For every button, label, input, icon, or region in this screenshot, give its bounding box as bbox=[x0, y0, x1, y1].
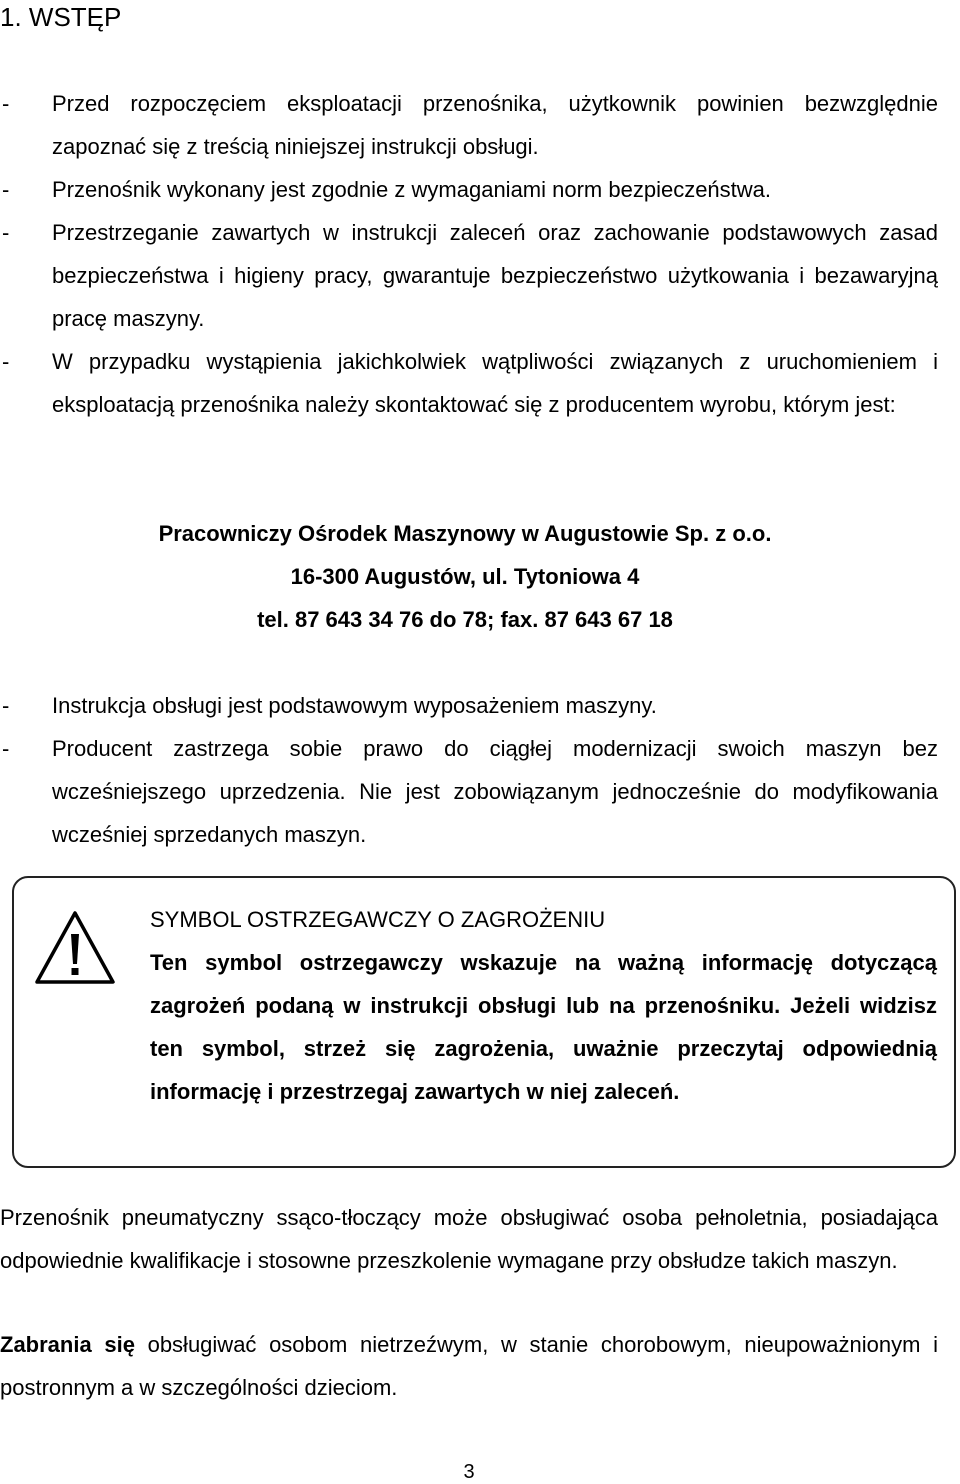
prohibition-bold: Zabrania się bbox=[0, 1332, 135, 1357]
warning-triangle-icon bbox=[34, 910, 116, 986]
producer-address: 16-300 Augustów, ul. Tytoniowa 4 bbox=[290, 564, 640, 589]
producer-contact: tel. 87 643 34 76 do 78; fax. 87 643 67 18 bbox=[257, 607, 673, 632]
bullet-dash: - bbox=[2, 91, 10, 116]
bullet-dash: - bbox=[2, 220, 10, 245]
list-item bbox=[0, 340, 938, 426]
section-heading: 1. WSTĘP bbox=[0, 2, 122, 32]
prohibition-paragraph bbox=[0, 1323, 938, 1409]
list-item-text: Przenośnik wykonany jest zgodnie z wymaganiami norm bezpieczeństwa. bbox=[52, 177, 772, 202]
operator-requirements-paragraph: Przenośnik pneumatyczny ssąco-tłoczący może obsługiwać osoba pełnoletnia, posiadająca odpowiednie kwalifikacje i stosowne przeszkolenie wymagane przy obsłudze takich maszyn. bbox=[0, 1205, 938, 1273]
list-item-text: Przestrzeganie zawartych w instrukcji zaleceń oraz zachowanie podstawowych zasad bezpieczeństwa i higieny pracy, gwarantuje bezpieczeństwo użytkowania i bezawaryjną pracę maszyny. bbox=[52, 220, 938, 331]
list-item bbox=[0, 82, 938, 168]
bullet-list-notes bbox=[0, 684, 938, 856]
list-item-text: W przypadku wystąpienia jakichkolwiek wątpliwości związanych z uruchomieniem i eksploatacją przenośnika należy skontaktować się z producentem wyrobu, którym jest: bbox=[52, 349, 938, 417]
list-item-text: Producent zastrzega sobie prawo do ciągłej modernizacji swoich maszyn bez wcześniejszego uprzedzenia. Nie jest zobowiązanym jednocześnie do modyfikowania wcześniej sprzedanych maszyn. bbox=[52, 736, 938, 847]
bullet-dash: - bbox=[2, 736, 10, 761]
prohibition-text: obsługiwać osobom nietrzeźwym, w stanie chorobowym, nieupoważnionym i postronnym a w szczególności dzieciom. bbox=[0, 1332, 938, 1400]
list-item bbox=[0, 168, 938, 211]
bullet-dash: - bbox=[2, 349, 10, 374]
list-item bbox=[0, 211, 938, 340]
warning-title: SYMBOL OSTRZEGAWCZY O ZAGROŻENIU bbox=[150, 907, 606, 932]
bullet-dash: - bbox=[2, 693, 10, 718]
warning-box bbox=[12, 876, 956, 1168]
bullet-dash: - bbox=[2, 177, 10, 202]
producer-address-block bbox=[0, 512, 930, 641]
list-item bbox=[0, 727, 938, 856]
bullet-list-intro bbox=[0, 82, 938, 426]
list-item-text: Instrukcja obsługi jest podstawowym wyposażeniem maszyny. bbox=[52, 693, 657, 718]
list-item bbox=[0, 684, 938, 727]
warning-content bbox=[150, 898, 937, 1113]
list-item-text: Przed rozpoczęciem eksploatacji przenośnika, użytkownik powinien bezwzględnie zapoznać się z treścią niniejszej instrukcji obsługi. bbox=[52, 91, 938, 159]
page-number: 3 bbox=[463, 1461, 475, 1483]
warning-text: Ten symbol ostrzegawczy wskazuje na ważną informację dotyczącą zagrożeń podaną w instrukcji obsługi lub na przenośniku. Jeżeli widzisz ten symbol, strzeż się zagrożenia, uważnie przeczytaj odpowiednią informację i przestrzegaj zawartych w niej zaleceń. bbox=[150, 950, 937, 1104]
producer-name: Pracowniczy Ośrodek Maszynowy w Augustowie Sp. z o.o. bbox=[158, 521, 772, 546]
